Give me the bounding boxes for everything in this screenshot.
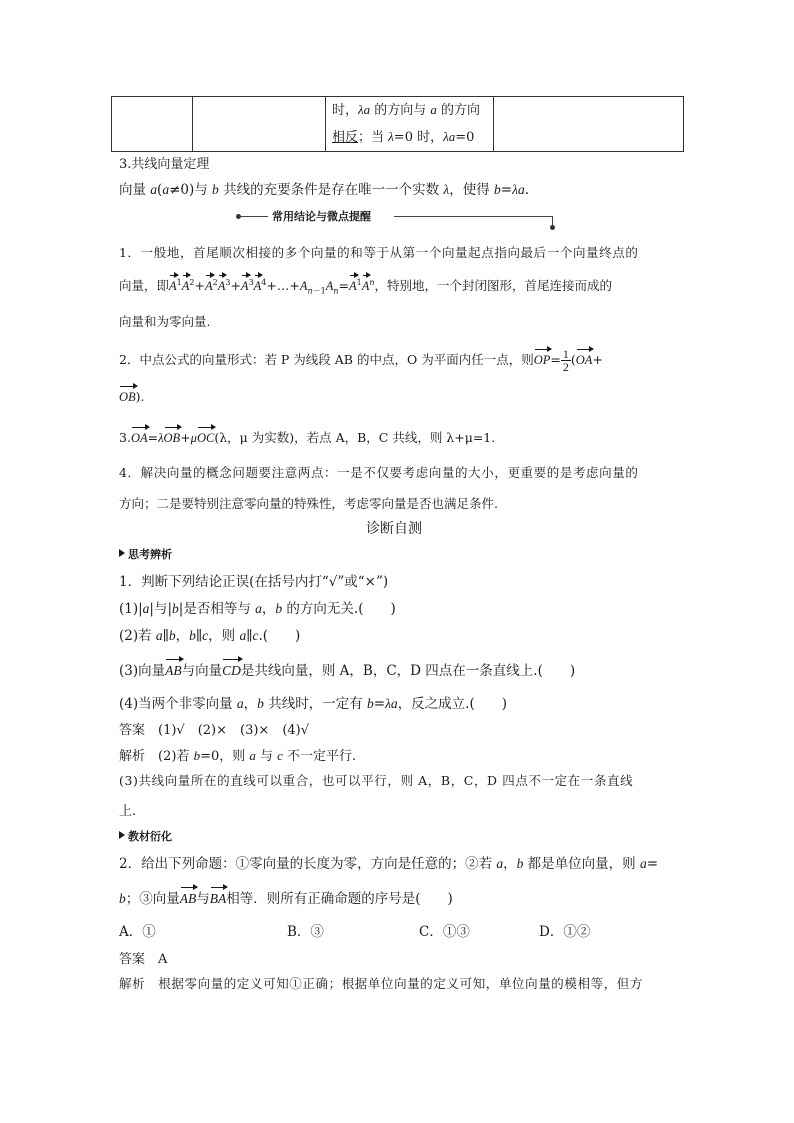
top-table <box>111 96 684 152</box>
banner-rule <box>394 216 552 217</box>
table-cell <box>494 97 684 152</box>
table-cell-line: 时，λa 的方向与 a 的方向 <box>332 102 481 118</box>
section-tag: 教材衍化 <box>119 828 172 844</box>
answer-1: 答案 (1)√ (2)× (3)× (4)√ <box>119 723 310 738</box>
question-2-line: b；③向量AB与BA相等．则所有正确命题的序号是( ) <box>119 891 453 907</box>
triangle-icon <box>119 549 125 557</box>
note-3-line: 3.OA=λOB+μOC(λ，μ 为实数)，若点 A，B，C 共线，则 λ+μ=1. <box>119 430 496 445</box>
table-cell <box>326 97 494 152</box>
option-a: A．① <box>119 924 156 940</box>
table-cell <box>112 97 193 152</box>
banner-dot-right <box>550 225 555 230</box>
note-1-line: 1．一般地，首尾顺次相接的多个向量的和等于从第一个向量起点指向最后一个向量终点的 <box>119 245 639 260</box>
analysis-1-line: 解析 (2)若 b=0，则 a 与 c 不一定平行. <box>119 748 357 764</box>
option-b: B．③ <box>287 924 324 940</box>
analysis-1-line: (3)共线向量所在的直线可以重合，也可以平行，则 A，B，C，D 四点不一定在一条直线 <box>119 773 634 788</box>
question-2-line: 2．给出下列命题：①零向量的长度为零，方向是任意的；②若 a，b 都是单位向量，则 a= <box>119 856 659 872</box>
note-4-line: 方向；二是要特别注意零向量的特殊性，考虑零向量是否也满足条件. <box>119 496 498 511</box>
section-tag: 思考辨析 <box>119 546 172 562</box>
note-1-line: 向量，即$A^1A^2+A^2A^3+A^3A^4+\dots+A_{n-1}A_n=A^1A^n$，特别地，一个封闭图形，首尾连接而成的 <box>119 277 613 296</box>
option-c: C．①③ <box>419 924 470 940</box>
analysis-2-line: 解析 根据零向量的定义可知①正确；根据单位向量的定义可知，单位向量的模相等，但方 <box>119 976 644 991</box>
note-2-line: OB). <box>119 389 145 404</box>
banner-rule <box>240 216 268 217</box>
analysis-1-line: 上. <box>119 804 137 819</box>
section-heading: 3.共线向量定理 <box>119 157 210 172</box>
note-4-line: 4．解决向量的概念问题要注意两点：一是不仅要考虑向量的大小，更重要的是考虑向量的 <box>119 465 639 480</box>
note-2-line: 2．中点公式的向量形式：若 P 为线段 AB 的中点，O 为平面内任一点，则OP= $\frac{1}{2}$ (OA+ <box>119 347 603 374</box>
theorem-text: 向量 a(a≠0)与 b 共线的充要条件是存在唯一一个实数 λ，使得 b=λa. <box>119 182 530 198</box>
banner-title: 常用结论与微点提醒 <box>272 210 371 223</box>
option-d: D．①② <box>539 924 591 940</box>
triangle-icon <box>119 831 125 839</box>
note-1-line: 向量和为零向量. <box>119 314 211 329</box>
question-1-item: (3)向量AB与向量CD是共线向量，则 A，B，C，D 四点在一条直线上.( ) <box>119 663 576 679</box>
question-1: 1．判断下列结论正误(在括号内打“√”或“×”) <box>119 574 389 590</box>
table-cell <box>193 97 326 152</box>
section-title: 诊断自测 <box>366 521 422 537</box>
answer-2: 答案 A <box>119 952 168 967</box>
table-cell-line: 相反；当 λ=0 时，λa=0 <box>332 129 475 145</box>
question-1-item: (2)若 a∥b，b∥c，则 a∥c.( ) <box>119 628 301 644</box>
question-1-item: (1)|a|与|b|是否相等与 a，b 的方向无关.( ) <box>119 601 396 617</box>
question-1-item: (4)当两个非零向量 a，b 共线时，一定有 b=λa，反之成立.( ) <box>119 696 508 712</box>
